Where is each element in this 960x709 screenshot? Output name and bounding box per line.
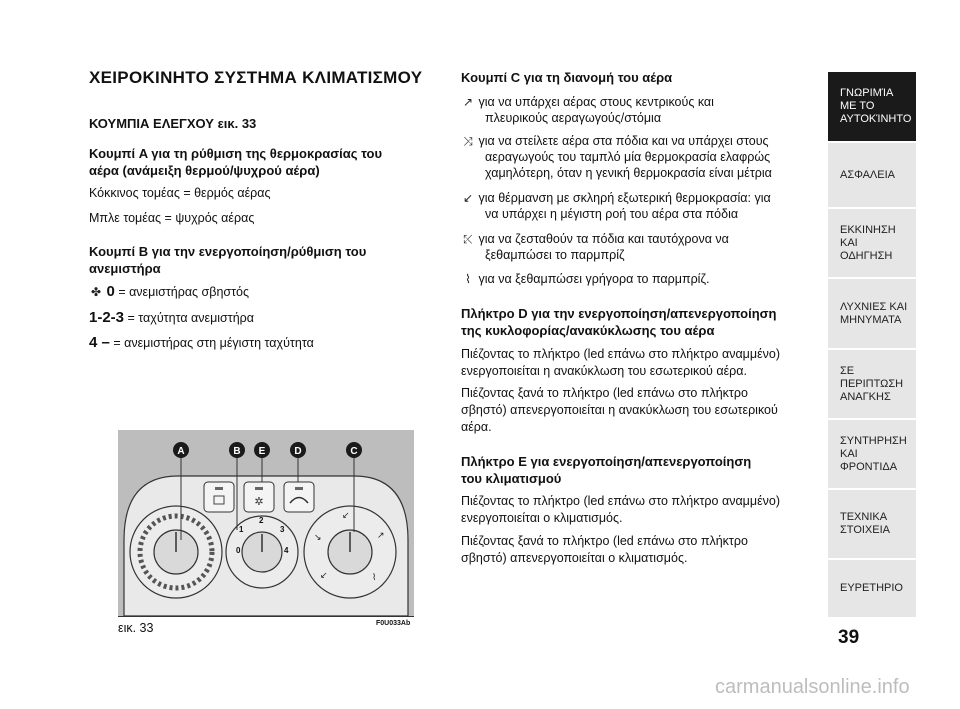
fan-max-number: 4 – — [89, 334, 110, 351]
knob-a-heading-2: αέρα (ανάμειξη θερμού/ψυχρού αέρα) — [89, 163, 320, 178]
tab-maintenance[interactable]: ΣΥΝΤΗΡΗΣΗ ΚΑΙ ΦΡΟΝΤΙΔΑ — [828, 420, 916, 488]
key-e-text-1: Πιέζοντας το πλήκτρο (led επάνω στο πλήκτρο αναμμένο) — [461, 494, 781, 508]
knob-c-heading: Κουμπί C για τη διανομή του αέρα — [461, 70, 673, 85]
label-a: A — [177, 446, 185, 457]
knob-b-heading-2: ανεμιστήρα — [89, 261, 161, 276]
key-d-text-1b: ενεργοποιείται η ανακύκλωση του εσωτερικού αέρα. — [461, 364, 747, 378]
key-e-text-2b: σβηστό) απενεργοποιείται ο κλιματισμός. — [461, 551, 688, 565]
figure-caption: εικ. 33 — [118, 621, 154, 635]
page-title: ΧΕΙΡΟΚΙΝΗΤΟ ΣΥΣΤΗΜΑ ΚΛΙΜΑΤΙΣΜΟΥ — [89, 68, 423, 87]
distribution-item-3: ↙ για θέρμανση με σκληρή εξωτερική θερμοκρασία: για — [462, 191, 771, 205]
fan-num-0: 0 — [236, 546, 241, 555]
figure-code: F0U033Ab — [376, 620, 411, 627]
key-e-heading-1: Πλήκτρο E για ενεργοποίηση/απενεργοποίηση — [461, 454, 752, 469]
fan-off-number: 0 — [106, 283, 115, 300]
distribution-item-2-cont-1: αεραγωγούς του ταμπλό μία θερμοκρασία ελαφρώς — [485, 150, 771, 164]
key-d-text-2: Πιέζοντας ξανά το πλήκτρο (led επάνω στο πλήκτρο — [461, 386, 748, 400]
svg-text:✲: ✲ — [254, 495, 264, 508]
label-c: C — [350, 446, 358, 457]
fan-num-4: 4 — [284, 546, 289, 555]
svg-text:↙: ↙ — [320, 571, 328, 581]
vent-face-feet-icon: ⤨ — [463, 134, 473, 148]
fan-num-3: 3 — [280, 525, 285, 534]
key-d-heading-2: της κυκλοφορίας/ανακύκλωσης του αέρα — [461, 323, 715, 338]
fan-speed-text: = ταχύτητα ανεμιστήρα — [127, 311, 254, 325]
label-d: D — [294, 446, 302, 457]
distribution-item-2: ⤨ για να στείλετε αέρα στα πόδια και να υπάρχει στους — [461, 133, 769, 150]
tab-emergency[interactable]: ΣΕ ΠΕΡΙΠΤΩΣΗ ΑΝΑΓΚΗΣ — [828, 350, 916, 418]
vent-feet-windshield-icon: ⤪ — [463, 232, 473, 246]
distribution-item-4-cont: ξεθαμπώσει το παρμπρίζ — [485, 248, 625, 262]
tab-index[interactable]: ΕΥΡΕΤΗΡΙΟ — [828, 560, 916, 617]
key-e-text-1b: ενεργοποιείται ο κλιματισμός. — [461, 511, 623, 525]
knob-a-heading-1: Κουμπί A για τη ρύθμιση της θερμοκρασίας του — [89, 146, 383, 161]
knob-b-heading-1: Κουμπί B για την ενεργοποίηση/ρύθμιση του — [89, 244, 367, 259]
page-number: 39 — [838, 627, 860, 648]
climate-panel-drawing — [118, 430, 414, 616]
svg-text:↙: ↙ — [342, 511, 350, 521]
key-e-text-2: Πιέζοντας ξανά το πλήκτρο (led επάνω στο πλήκτρο — [461, 534, 748, 548]
tab-warning-lights[interactable]: ΛΥΧΝΙΕΣ ΚΑΙ ΜΗΝΥΜΑΤΑ — [828, 279, 916, 348]
distribution-item-1-cont: πλευρικούς αεραγωγούς/στόμια — [485, 111, 662, 125]
watermark-link[interactable]: carmanualsonline.info — [715, 676, 910, 698]
vent-face-icon: ↗ — [462, 95, 474, 109]
key-d-text-2c: αέρα. — [461, 420, 492, 434]
svg-text:↗: ↗ — [377, 531, 385, 541]
distribution-item-4: ⤪ για να ζεσταθούν τα πόδια και ταυτόχρονα να — [461, 231, 729, 248]
fan-off-row — [89, 283, 249, 301]
key-d-text-1: Πιέζοντας το πλήκτρο (led επάνω στο πλήκτρο αναμμένο) — [461, 347, 781, 361]
distribution-item-1: ↗ για να υπάρχει αέρας στους κεντρικούς και — [462, 95, 714, 109]
distribution-item-2-cont-2: χαμηλότερη, όταν η γενική θερμοκρασία είναι μέτρια — [485, 166, 772, 180]
svg-text:↘: ↘ — [314, 533, 322, 543]
key-e-heading-2: του κλιματισμού — [461, 471, 562, 486]
vent-feet-icon: ↙ — [462, 191, 474, 205]
fan-speed-row — [89, 309, 254, 327]
svg-text:⌇: ⌇ — [372, 573, 377, 583]
climate-panel-figure — [118, 430, 414, 616]
tab-starting-driving[interactable]: ΕΚΚΙΝΗΣΗ ΚΑΙ ΟΔΗΓΗΣΗ — [828, 209, 916, 277]
controls-heading: ΚΟΥΜΠΙΑ ΕΛΕΓΧΟΥ εικ. 33 — [89, 116, 257, 131]
tab-safety[interactable]: ΑΣΦΑΛΕΙΑ — [828, 143, 916, 207]
key-d-heading-1: Πλήκτρο D για την ενεργοποίηση/απενεργοποίηση — [461, 306, 777, 321]
tab-technical-data[interactable]: ΤΕΧΝΙΚΑ ΣΤΟΙΧΕΙΑ — [828, 490, 916, 558]
fan-num-2: 2 — [259, 516, 264, 525]
tab-getting-to-know[interactable]: ΓΝΩΡΙΜΊΑ ΜΕ ΤΟ ΑΥΤΟΚΊΝΗΤΟ — [828, 72, 916, 141]
distribution-item-5: ⌇ για να ξεθαμπώσει γρήγορα το παρμπρίζ. — [461, 271, 709, 288]
distribution-item-3-cont: να υπάρχει η μέγιστη ροή του αέρα στα πόδια — [485, 207, 739, 221]
key-d-text-2b: σβηστό) απενεργοποιείται η ανακύκλωση του εσωτερικού — [461, 403, 778, 417]
fan-max-row — [89, 334, 314, 352]
fan-max-text: = ανεμιστήρας στη μέγιστη ταχύτητα — [113, 336, 314, 350]
defrost-windshield-icon: ⌇ — [465, 272, 471, 286]
knob-a-red-text: Κόκκινος τομέας = θερμός αέρας — [89, 186, 271, 200]
knob-a-blue-text: Μπλε τομέας = ψυχρός αέρας — [89, 211, 255, 225]
fan-num-1: 1 — [239, 525, 244, 534]
fan-icon: ✤ — [90, 285, 102, 299]
label-e: E — [258, 446, 266, 457]
fan-speed-number: 1-2-3 — [89, 309, 125, 326]
fan-off-text: = ανεμιστήρας σβηστός — [118, 285, 250, 299]
label-b: B — [233, 446, 241, 457]
button-left — [204, 482, 234, 512]
